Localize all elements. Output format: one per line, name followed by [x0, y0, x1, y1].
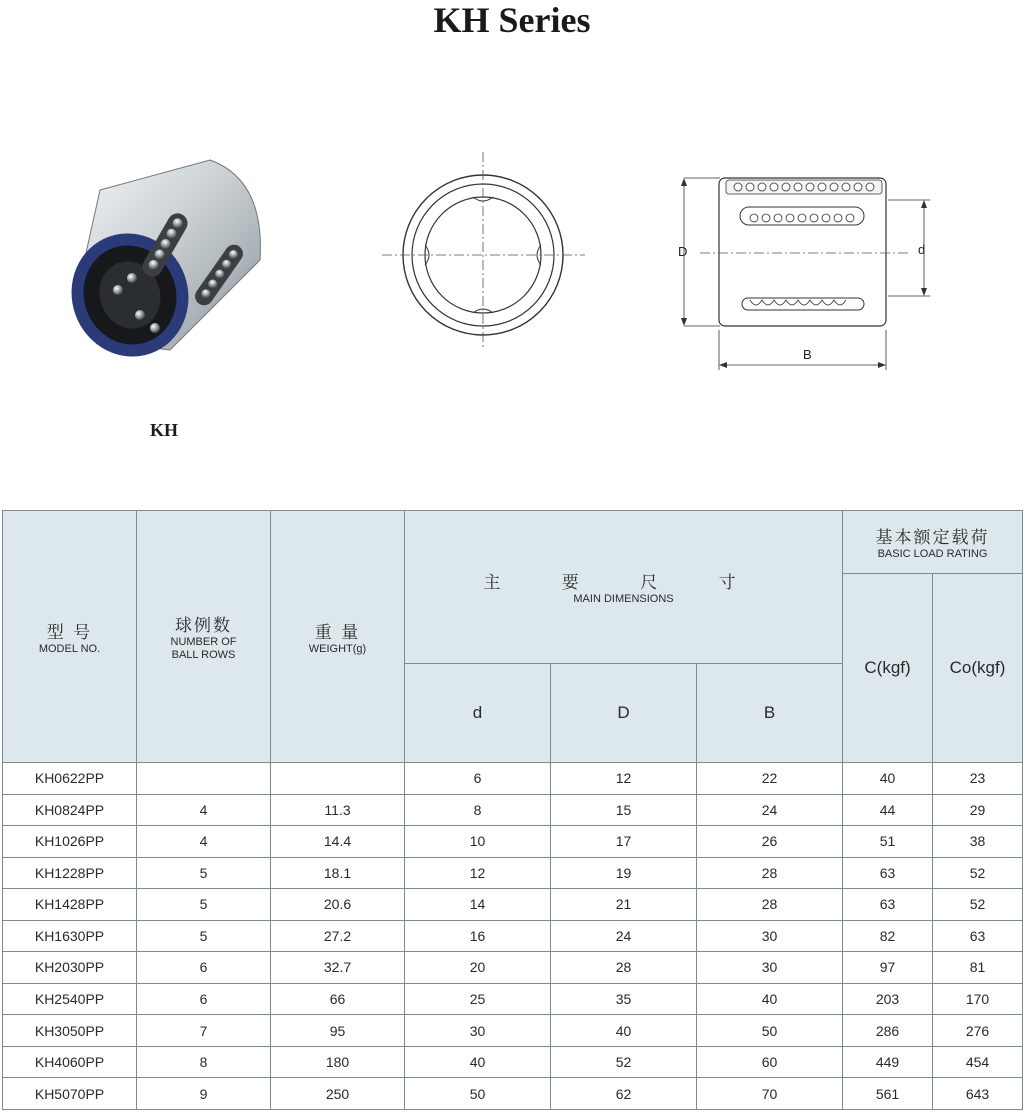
table-row: [3, 1046, 1023, 1078]
cell-co: 276: [933, 1015, 1023, 1047]
cell-d: 52: [551, 1046, 697, 1078]
cell-d: 17: [551, 826, 697, 858]
cell-model: KH5070PP: [3, 1078, 137, 1110]
cell-b: 50: [697, 1015, 843, 1047]
cell-b: 28: [697, 889, 843, 921]
cell-d: 12: [405, 857, 551, 889]
cell-weight: 250: [271, 1078, 405, 1110]
cell-d: 62: [551, 1078, 697, 1110]
cell-balls: [137, 763, 271, 795]
cell-model: KH1026PP: [3, 826, 137, 858]
cell-model: KH0622PP: [3, 763, 137, 795]
product-label: KH: [150, 420, 179, 440]
table-row: [3, 763, 1023, 795]
cell-c: 63: [843, 889, 933, 921]
cell-c: 51: [843, 826, 933, 858]
dim-D-label: D: [678, 244, 688, 259]
dim-B-label: B: [803, 347, 812, 362]
cell-d: 20: [405, 952, 551, 984]
cell-weight: 180: [271, 1046, 405, 1078]
cell-d: 40: [551, 1015, 697, 1047]
cell-balls: 4: [137, 794, 271, 826]
cell-balls: 5: [137, 920, 271, 952]
cell-model: KH0824PP: [3, 794, 137, 826]
cell-model: KH3050PP: [3, 1015, 137, 1047]
cell-balls: 9: [137, 1078, 271, 1110]
cell-b: 40: [697, 983, 843, 1015]
front-view-drawing: [380, 150, 590, 360]
cell-co: 52: [933, 857, 1023, 889]
cell-b: 22: [697, 763, 843, 795]
cell-c: 203: [843, 983, 933, 1015]
cell-d: 21: [551, 889, 697, 921]
header-weight: 重 量 WEIGHT(g): [271, 511, 405, 763]
cell-c: 40: [843, 763, 933, 795]
cell-b: 28: [697, 857, 843, 889]
cell-d: 10: [405, 826, 551, 858]
cell-c: 286: [843, 1015, 933, 1047]
cell-co: 29: [933, 794, 1023, 826]
cell-balls: 5: [137, 857, 271, 889]
page-title: KH Series: [433, 0, 591, 40]
cell-d: 8: [405, 794, 551, 826]
header-main-dimensions: 主 要 尺 寸 MAIN DIMENSIONS: [405, 511, 843, 664]
header-B: B: [697, 664, 843, 763]
table-row: [3, 857, 1023, 889]
cell-model: KH4060PP: [3, 1046, 137, 1078]
cell-co: 81: [933, 952, 1023, 984]
specification-table: [2, 510, 1023, 1110]
cell-weight: [271, 763, 405, 795]
cell-d: 16: [405, 920, 551, 952]
cell-d: 19: [551, 857, 697, 889]
header-C: C(kgf): [843, 574, 933, 763]
cell-d: 25: [405, 983, 551, 1015]
cell-co: 52: [933, 889, 1023, 921]
table-row: [3, 1078, 1023, 1110]
cell-c: 82: [843, 920, 933, 952]
cell-weight: 66: [271, 983, 405, 1015]
cell-d: 35: [551, 983, 697, 1015]
cell-b: 24: [697, 794, 843, 826]
cell-model: KH1228PP: [3, 857, 137, 889]
cell-balls: 4: [137, 826, 271, 858]
cell-balls: 7: [137, 1015, 271, 1047]
table-row: [3, 952, 1023, 984]
cell-b: 70: [697, 1078, 843, 1110]
cell-co: 23: [933, 763, 1023, 795]
cell-d: 6: [405, 763, 551, 795]
table-row: [3, 1015, 1023, 1047]
cell-b: 30: [697, 952, 843, 984]
cell-co: 643: [933, 1078, 1023, 1110]
cell-weight: 95: [271, 1015, 405, 1047]
cell-model: KH2540PP: [3, 983, 137, 1015]
cell-weight: 18.1: [271, 857, 405, 889]
side-section-drawing: [670, 160, 950, 375]
table-body: [3, 763, 1023, 1110]
cell-c: 63: [843, 857, 933, 889]
cell-balls: 6: [137, 983, 271, 1015]
cell-d: 30: [405, 1015, 551, 1047]
cell-co: 63: [933, 920, 1023, 952]
cell-balls: 6: [137, 952, 271, 984]
cell-d: 40: [405, 1046, 551, 1078]
header-Co: Co(kgf): [933, 574, 1023, 763]
cell-d: 50: [405, 1078, 551, 1110]
cell-d: 15: [551, 794, 697, 826]
cell-d: 28: [551, 952, 697, 984]
cell-d: 24: [551, 920, 697, 952]
cell-model: KH1428PP: [3, 889, 137, 921]
cell-weight: 20.6: [271, 889, 405, 921]
cell-c: 44: [843, 794, 933, 826]
header-d: d: [405, 664, 551, 763]
bearing-photo: [60, 150, 280, 370]
cell-model: KH2030PP: [3, 952, 137, 984]
header-basic-load-rating: 基本额定载荷 BASIC LOAD RATING: [843, 511, 1023, 574]
cell-model: KH1630PP: [3, 920, 137, 952]
header-D: D: [551, 664, 697, 763]
table-row: [3, 794, 1023, 826]
cell-c: 97: [843, 952, 933, 984]
table-row: [3, 983, 1023, 1015]
cell-weight: 32.7: [271, 952, 405, 984]
dim-d-label: d: [918, 242, 926, 257]
cell-d: 14: [405, 889, 551, 921]
table-row: [3, 826, 1023, 858]
table-row: [3, 889, 1023, 921]
cell-d: 12: [551, 763, 697, 795]
cell-c: 449: [843, 1046, 933, 1078]
cell-b: 26: [697, 826, 843, 858]
cell-weight: 14.4: [271, 826, 405, 858]
cell-b: 30: [697, 920, 843, 952]
header-model: 型 号 MODEL NO.: [3, 511, 137, 763]
cell-co: 38: [933, 826, 1023, 858]
cell-co: 170: [933, 983, 1023, 1015]
header-ball-rows: 球例数 NUMBER OF BALL ROWS: [137, 511, 271, 763]
cell-c: 561: [843, 1078, 933, 1110]
cell-b: 60: [697, 1046, 843, 1078]
table-row: [3, 920, 1023, 952]
cell-weight: 27.2: [271, 920, 405, 952]
cell-co: 454: [933, 1046, 1023, 1078]
cell-balls: 8: [137, 1046, 271, 1078]
cell-balls: 5: [137, 889, 271, 921]
cell-weight: 11.3: [271, 794, 405, 826]
